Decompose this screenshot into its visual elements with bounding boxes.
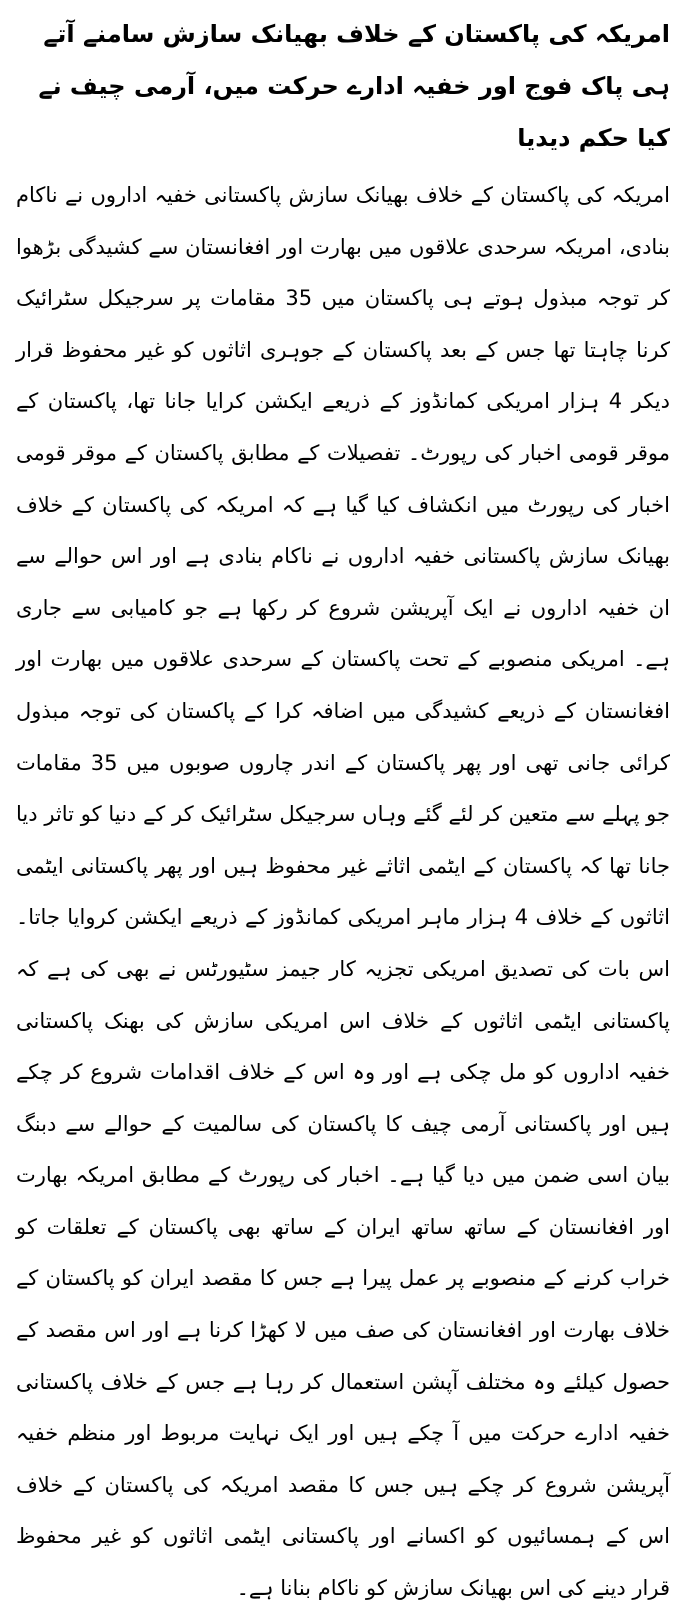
article-headline: امریکہ کی پاکستان کے خلاف بھیانک سازش سامنے آتے ہی پاک فوج اور خفیہ ادارے حرکت میں، آرمی چیف نے کیا حکم دیدیا — [38, 20, 670, 152]
article — [16, 8, 670, 1615]
article-body: امریکہ کی پاکستان کے خلاف بھیانک سازش پاکستانی خفیہ اداروں نے ناکام بنادی، امریکہ سرحدی علاقوں میں بھارت اور افغانستان سے کشیدگی بڑھوا کر توجہ مبذول ہوتے ہی پاکستان میں 35 مقامات پر سرجیکل سٹرائیک کرنا چاہتا تھا جس کے بعد پاکستان کے جوہری اثاثوں کو غیر محفوظ قرار دیکر 4 ہزار امریکی کمانڈوز کے ذریعے ایکشن کرایا جانا تھا، پاکستان کے موقر قومی اخبار کی رپورٹ۔ تفصیلات کے مطابق پاکستان کے موقر قومی اخبار کی رپورٹ میں انکشاف کیا گیا ہے کہ امریکہ کی پاکستان کے خلاف بھیانک سازش پاکستانی خفیہ اداروں نے ناکام بنادی ہے اور اس حوالے سے ان خفیہ اداروں نے ایک آپریشن شروع کر رکھا ہے جو کامیابی سے جاری ہے۔ امریکی منصوبے کے تحت پاکستان کے سرحدی علاقوں میں بھارت اور افغانستان کے ذریعے کشیدگی میں اضافہ کرا کے پاکستان کی توجہ مبذول کرائی جانی تھی اور پھر پاکستان کے اندر چاروں صوبوں میں 35 مقامات جو پہلے سے متعین کر لئے گئے وہاں سرجیکل سٹرائیک کر کے دنیا کو تاثر دیا جانا تھا کہ پاکستان کے ایٹمی اثاثے غیر محفوظ ہیں اور پھر پاکستانی ایٹمی اثاثوں کے خلاف 4 ہزار ماہر امریکی کمانڈوز کے ذریعے ایکشن کروایا جاتا۔ اس بات کی تصدیق امریکی تجزیہ کار جیمز سٹیورٹس نے بھی کی ہے کہ پاکستانی ایٹمی اثاثوں کے خلاف اس امریکی سازش کی بھنک پاکستانی خفیہ اداروں کو مل چکی ہے اور وہ اس کے خلاف اقدامات شروع کر چکے ہیں اور پاکستانی آرمی چیف کا پاکستان کی سالمیت کے حوالے سے دبنگ بیان اسی ضمن میں دیا گیا ہے۔ اخبار کی رپورٹ کے مطابق امریکہ بھارت اور افغانستان کے ساتھ ساتھ ایران کے ساتھ بھی پاکستان کے تعلقات کو خراب کرنے کے منصوبے پر عمل پیرا ہے جس کا مقصد ایران کو پاکستان کے خلاف بھارت اور افغانستان کی صف میں لا کھڑا کرنا ہے اور اس مقصد کے حصول کیلئے وہ مختلف آپشن استعمال کر رہا ہے جس کے خلاف پاکستانی خفیہ ادارے حرکت میں آ چکے ہیں اور ایک نہایت مربوط اور منظم خفیہ آپریشن شروع کر چکے ہیں جس کا مقصد امریکہ کی پاکستان کے خلاف اس کے ہمسائیوں کو اکسانے اور پاکستانی ایٹمی اثاثوں کو غیر محفوظ قرار دینے کی اس بھیانک سازش کو ناکام بنانا ہے۔ — [16, 183, 671, 1601]
